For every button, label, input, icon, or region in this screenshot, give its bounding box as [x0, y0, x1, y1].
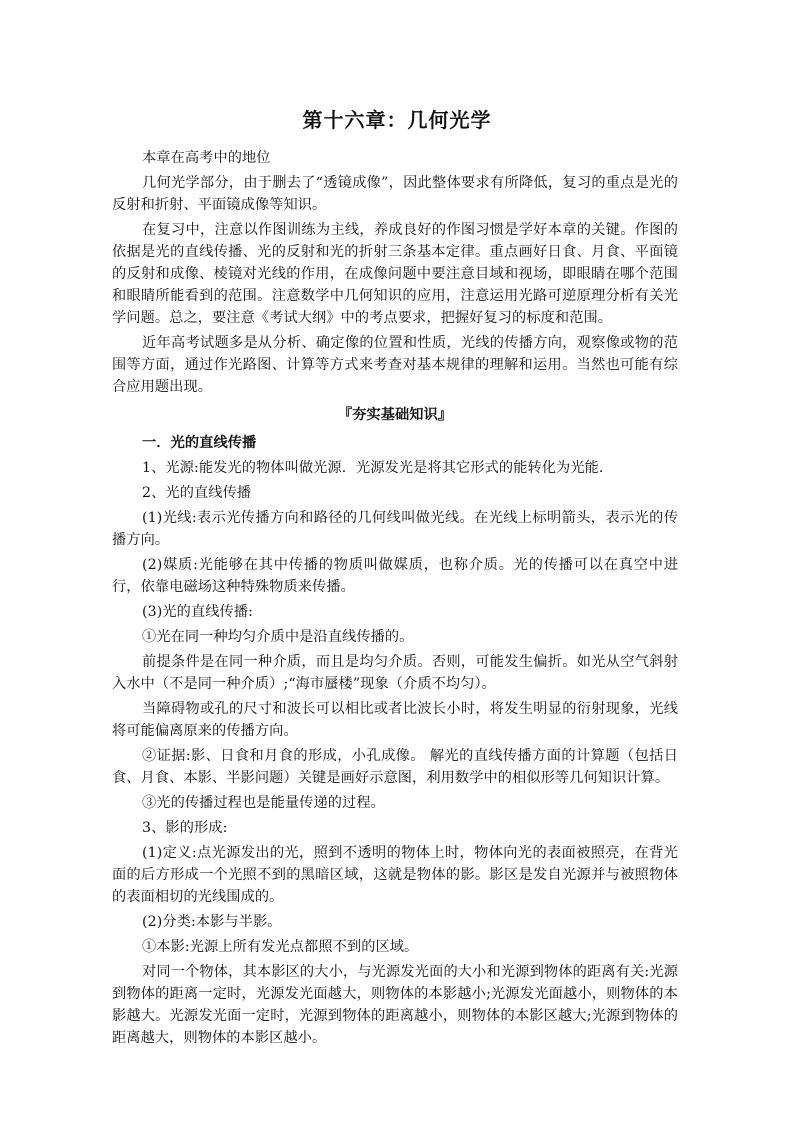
- paragraph: (3)光的直线传播:: [142, 604, 254, 620]
- paragraph: ①光在同一种均匀介质中是沿直线传播的。: [142, 629, 414, 645]
- paragraph: 1、光源:能发光的物体叫做光源．光源发光是将其它形式的能转化为光能．: [142, 460, 614, 476]
- chapter-title: 第十六章：几何光学: [302, 108, 492, 132]
- paragraph: 前提条件是在同一种介质，而且是均匀介质。否则，可能发生偏折。如光从空气斜射入水中（不是同一种介质）;“海市蜃楼”现象（介质不均匀）。: [112, 654, 678, 692]
- paragraph: (2)分类:本影与半影。: [142, 914, 282, 930]
- paragraph: 对同一个物体，其本影区的大小，与光源发光面的大小和光源到物体的距离有关:光源到物体的距离一定时，光源发光面越大，则物体的本影越小;光源发光面越小，则物体的本影越大。光源发光面一定时，光源到物体的距离越小，则物体的本影区越大;光源到物体的距离越大，则物体的本影区越小。: [112, 964, 678, 1046]
- subsection-heading: 一．光的直线传播: [142, 435, 257, 451]
- paragraph: 当障碍物或孔的尺寸和波长可以相比或者比波长小时，将发生明显的衍射现象，光线将可能偏离原来的传播方向。: [112, 701, 678, 739]
- paragraph: 3、影的形成:: [142, 820, 228, 836]
- paragraph: ①本影:光源上所有发光点都照不到的区域。: [142, 939, 419, 955]
- paragraph: 本章在高考中的地位: [142, 150, 271, 166]
- paragraph: ③光的传播过程也是能量传递的过程。: [142, 795, 385, 811]
- document-body: [112, 147, 678, 1052]
- paragraph: 在复习中，注意以作图训练为主线，养成良好的作图习惯是学好本章的关键。作图的依据是光的直线传播、光的反射和光的折射三条基本定律。重点画好日食、月食、平面镜的反射和成像、棱镜对光线的作用，在成像问题中要注意目域和视场，即眼睛在哪个范围和眼睛所能看到的范围。注意数学中几何知识的应用，注意运用光路可逆原理分析有关光学问题。总之，要注意《考试大纲》中的考点要求，把握好复习的标度和范围。: [112, 222, 678, 326]
- paragraph: (1)定义:点光源发出的光，照到不透明的物体上时，物体向光的表面被照亮，在背光面的后方形成一个光照不到的黑暗区域，这就是物体的影。影区是发自光源并与被照物体的表面相切的光线围成的。: [112, 845, 678, 905]
- paragraph: ②证据:影、日食和月食的形成，小孔成像。 解光的直线传播方面的计算题（包括日食、月食、本影、半影问题）关键是画好示意图，利用数学中的相似形等几何知识计算。: [112, 748, 678, 786]
- paragraph: 2、光的直线传播: [142, 485, 252, 501]
- paragraph: (2)媒质:光能够在其中传播的物质叫做媒质，也称介质。光的传播可以在真空中进行，依靠电磁场这种特殊物质来传播。: [112, 557, 678, 595]
- paragraph: (1)光线:表示光传播方向和路径的几何线叫做光线。在光线上标明箭头，表示光的传播方向。: [112, 510, 678, 548]
- paragraph: 几何光学部分，由于删去了“透镜成像”，因此整体要求有所降低，复习的重点是光的反射和折射、平面镜成像等知识。: [112, 175, 678, 213]
- section-heading: 『夯实基础知识』: [337, 407, 453, 423]
- paragraph: 近年高考试题多是从分析、确定像的位置和性质，光线的传播方向，观察像或物的范围等方面，通过作光路图、计算等方式来考查对基本规律的理解和运用。当然也可能有综合应用题出现。: [112, 335, 678, 395]
